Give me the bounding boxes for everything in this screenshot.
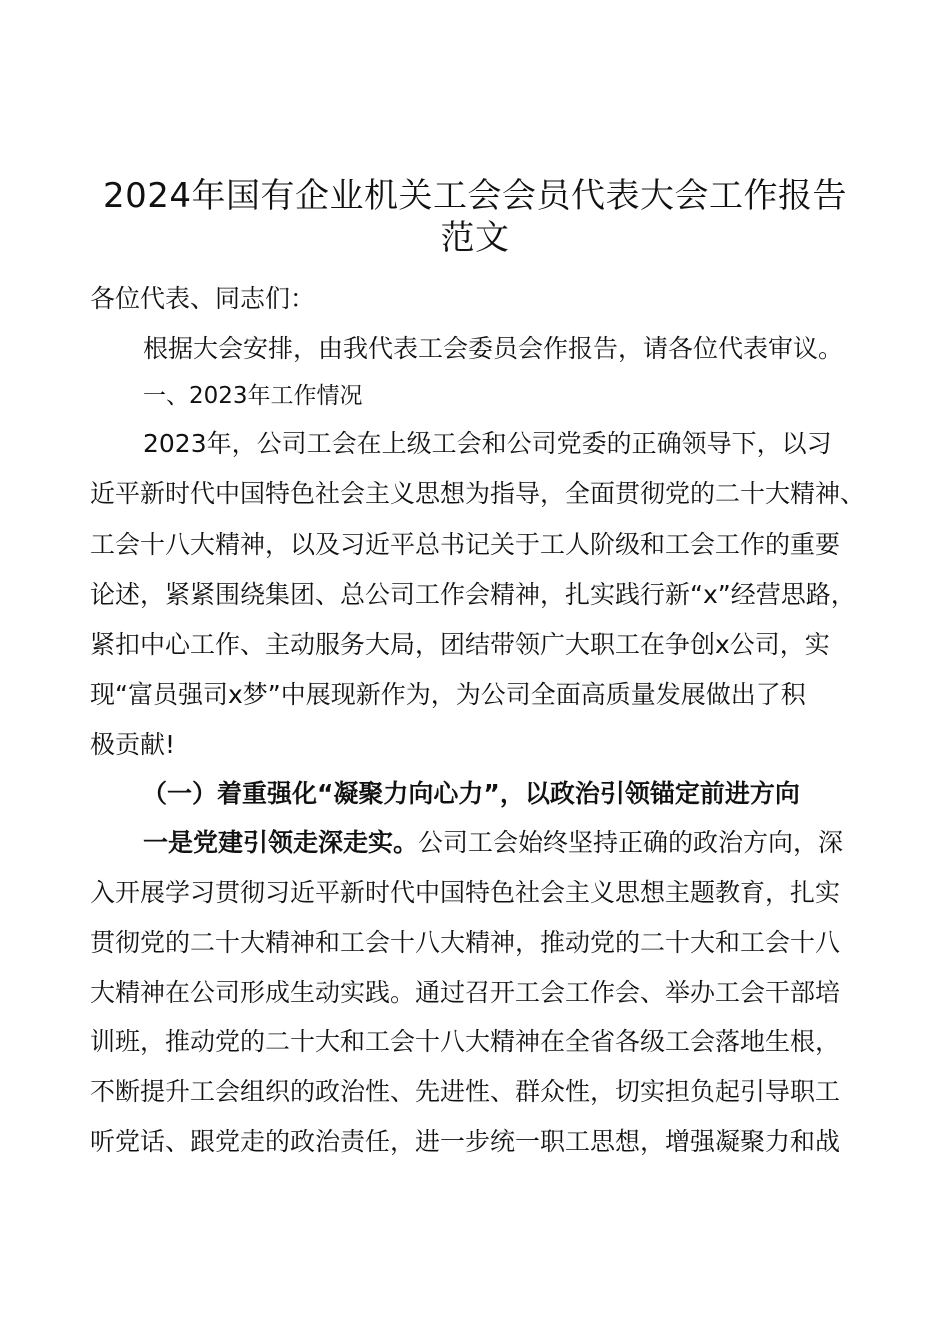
paragraph-line: 论述，紧紧围绕集团、总公司工作会精神，扎实践行新“x”经营思路， — [90, 580, 856, 609]
paragraph-line: 近平新时代中国特色社会主义思想为指导，全面贯彻党的二十大精神、 — [90, 479, 866, 508]
intro-paragraph: 根据大会安排，由我代表工会委员会作报告，请各位代表审议。 — [143, 334, 844, 363]
paragraph-line: 训班，推动党的二十大和工会十八大精神在全省各级工会落地生根， — [90, 1027, 841, 1056]
subsection-heading-1: （一）着重强化“凝聚力向心力”，以政治引领锚定前进方向 — [142, 779, 800, 808]
point-text: 公司工会始终坚持正确的政治方向，深 — [418, 828, 844, 857]
paragraph-line — [143, 825, 843, 861]
paragraph-line: 2023年，公司工会在上级工会和公司党委的正确领导下，以习 — [143, 429, 832, 458]
paragraph-line: 现“富员强司x梦”中展现新作为，为公司全面高质量发展做出了积 — [90, 680, 806, 709]
document-title-line-1: 2024年国有企业机关工会会员代表大会工作报告 — [102, 176, 848, 216]
paragraph-line: 大精神在公司形成生动实践。通过召开工会工作会、举办工会干部培 — [90, 978, 841, 1007]
paragraph-line: 入开展学习贯彻习近平新时代中国特色社会主义思想主题教育，扎实 — [90, 878, 841, 907]
paragraph-line: 听党话、跟党走的政治责任，进一步统一职工思想，增强凝聚力和战 — [90, 1127, 841, 1156]
paragraph-line: 工会十八大精神，以及习近平总书记关于工人阶级和工会工作的重要 — [90, 530, 841, 559]
point-heading: 一是党建引领走深走实。 — [143, 828, 419, 857]
section-heading-1: 一、2023年工作情况 — [143, 383, 363, 409]
paragraph-line: 不断提升工会组织的政治性、先进性、群众性，切实担负起引导职工 — [90, 1077, 841, 1106]
paragraph-line: 极贡献! — [90, 730, 176, 759]
document-title-line-2: 范文 — [440, 218, 510, 258]
salutation: 各位代表、同志们： — [90, 284, 316, 313]
paragraph-line: 贯彻党的二十大精神和工会十八大精神，推动党的二十大和工会十八 — [90, 928, 841, 957]
paragraph-line: 紧扣中心工作、主动服务大局，团结带领广大职工在争创x公司，实 — [90, 630, 830, 659]
